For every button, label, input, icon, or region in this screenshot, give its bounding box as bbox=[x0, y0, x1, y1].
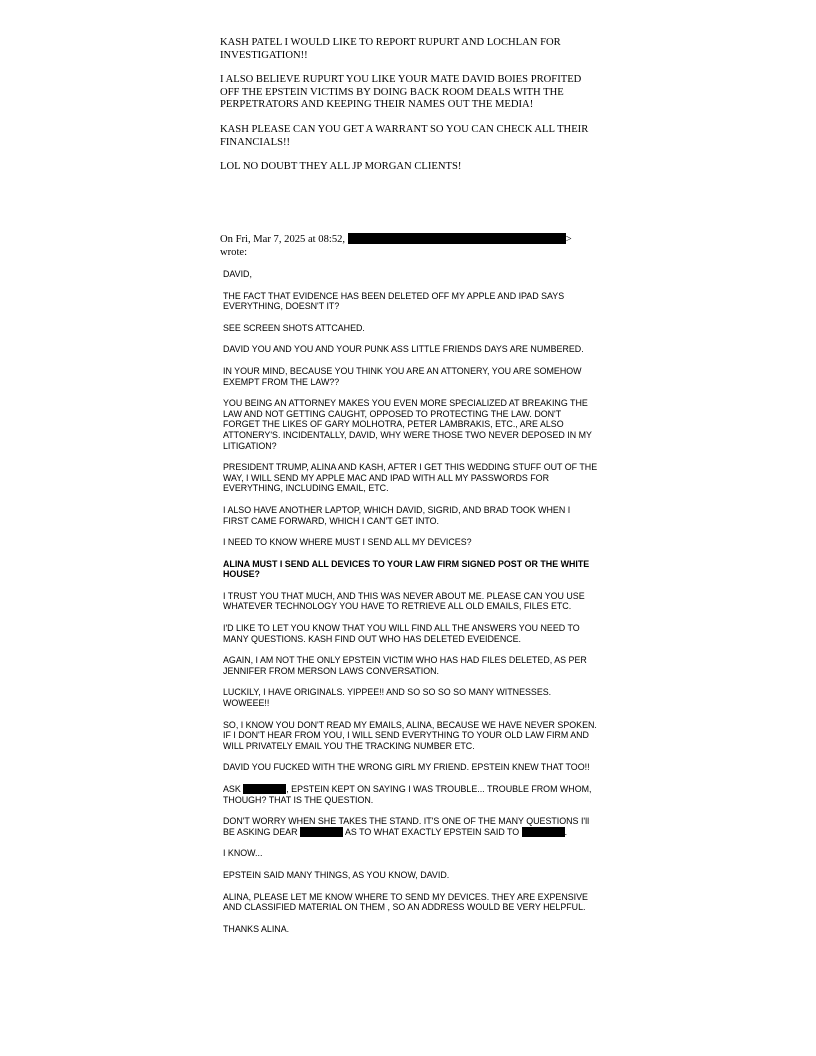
redaction-bar bbox=[300, 827, 343, 837]
quoted-paragraph: AGAIN, I AM NOT THE ONLY EPSTEIN VICTIM WHO HAS HAD FILES DELETED, AS PER JENNIFER FROM MERSON LAWS CONVERSATION. bbox=[223, 655, 587, 676]
quoted-message bbox=[223, 269, 598, 945]
quoted-paragraph: THE FACT THAT EVIDENCE HAS BEEN DELETED OFF MY APPLE AND IPAD SAYS EVERYTHING, DOESN'T IT? bbox=[223, 290, 565, 312]
redaction-bar bbox=[522, 826, 568, 837]
quoted-text: ASK bbox=[223, 784, 241, 794]
quote-header-prefix: On Fri, Mar 7, 2025 at 08:52, bbox=[220, 234, 346, 245]
quoted-paragraph: DAVID YOU AND YOU AND YOUR PUNK ASS LITTLE FRIENDS DAYS ARE NUMBERED. bbox=[223, 344, 584, 355]
quoted-text: . bbox=[564, 826, 568, 837]
quoted-paragraph: SEE SCREEN SHOTS ATTCAHED. bbox=[223, 322, 365, 333]
reply-body bbox=[220, 37, 600, 186]
quoted-paragraph-bold: ALINA MUST I SEND ALL DEVICES TO YOUR LAW FIRM SIGNED POST OR THE WHITE HOUSE? bbox=[223, 558, 590, 580]
quoted-paragraph: LUCKILY, I HAVE ORIGINALS. YIPPEE!! AND SO SO SO SO MANY WITNESSES. WOWEEE!! bbox=[223, 687, 552, 709]
quoted-paragraph: EPSTEIN SAID MANY THINGS, AS YOU KNOW, DAVID. bbox=[223, 869, 450, 880]
redaction-bar bbox=[348, 233, 566, 244]
quote-header-suffix: > bbox=[565, 234, 572, 245]
quoted-paragraph: YOU BEING AN ATTORNEY MAKES YOU EVEN MORE SPECIALIZED AT BREAKING THE LAW AND NOT GETTING CAUGHT, OPPOSED TO PROTECTING THE LAW. DON'T FORGET THE LIKES OF GARY MOLHOTRA, PETER LAMBRAKIS, ETC., ARE ALSO ATTONERY'S. INCIDENTALLY, DAVID, WHY WERE THOSE TWO NEVER DEPOSED IN MY LITIGATION? bbox=[223, 398, 592, 451]
quoted-paragraph: DAVID YOU FUCKED WITH THE WRONG GIRL MY FRIEND. EPSTEIN KNEW THAT TOO!! bbox=[223, 762, 590, 773]
redaction-bar bbox=[243, 784, 286, 794]
quoted-paragraph: I ALSO HAVE ANOTHER LAPTOP, WHICH DAVID, SIGRID, AND BRAD TOOK WHEN I FIRST CAME FORWARD, WHICH I CAN'T GET INTO. bbox=[223, 504, 571, 526]
quoted-text: AS TO WHAT EXACTLY EPSTEIN SAID TO bbox=[344, 826, 520, 837]
quoted-paragraph: I NEED TO KNOW WHERE MUST I SEND ALL MY DEVICES? bbox=[223, 537, 472, 548]
quoted-paragraph bbox=[223, 816, 598, 837]
quoted-paragraph: PRESIDENT TRUMP, ALINA AND KASH, AFTER I GET THIS WEDDING STUFF OUT OF THE WAY, I WILL SEND MY APPLE MAC AND IPAD WITH ALL MY PASSWORDS FOR EVERYTHING, INCLUDING EMAIL, ETC. bbox=[223, 462, 598, 494]
quoted-paragraph bbox=[223, 784, 598, 805]
quote-header bbox=[220, 233, 600, 259]
quoted-greeting: DAVID, bbox=[223, 269, 252, 279]
reply-paragraph: KASH PLEASE CAN YOU GET A WARRANT SO YOU CAN CHECK ALL THEIR FINANCIALS!! bbox=[220, 123, 589, 148]
quoted-paragraph: I TRUST YOU THAT MUCH, AND THIS WAS NEVER ABOUT ME. PLEASE CAN YOU USE WHATEVER TECHNOLOGY YOU HAVE TO RETRIEVE ALL OLD EMAILS, FILES ETC. bbox=[223, 590, 585, 612]
quoted-text: , EPSTEIN KEPT ON SAYING I WAS TROUBLE... TROUBLE FROM WHOM, THOUGH? THAT IS THE QUESTION. bbox=[223, 784, 592, 805]
quote-header-tail: wrote: bbox=[220, 246, 248, 258]
reply-paragraph: KASH PATEL I WOULD LIKE TO REPORT RUPURT AND LOCHLAN FOR INVESTIGATION!! bbox=[220, 37, 561, 61]
reply-paragraph: I ALSO BELIEVE RUPURT YOU LIKE YOUR MATE DAVID BOIES PROFITED OFF THE EPSTEIN VICTIMS BY DOING BACK ROOM DEALS WITH THE PERPETRATORS AND KEEPING THEIR NAMES OUT THE MEDIA! bbox=[220, 74, 582, 111]
quoted-paragraph: ALINA, PLEASE LET ME KNOW WHERE TO SEND MY DEVICES. THEY ARE EXPENSIVE AND CLASSIFIED MATERIAL ON THEM , SO AN ADDRESS WOULD BE VERY HELPFUL. bbox=[223, 891, 588, 913]
quoted-paragraph: IN YOUR MIND, BECAUSE YOU THINK YOU ARE AN ATTONERY, YOU ARE SOMEHOW EXEMPT FROM THE LAW?? bbox=[223, 365, 582, 387]
quoted-signoff: THANKS ALINA. bbox=[223, 923, 290, 934]
quoted-paragraph: I KNOW... bbox=[223, 848, 263, 859]
quoted-text: DON'T WORRY WHEN SHE TAKES THE STAND. IT'S ONE OF THE MANY QUESTIONS I'll BE ASKING DEAR bbox=[223, 816, 590, 837]
reply-paragraph: LOL NO DOUBT THEY ALL JP MORGAN CLIENTS! bbox=[220, 161, 462, 173]
quoted-paragraph: I'D LIKE TO LET YOU KNOW THAT YOU WILL FIND ALL THE ANSWERS YOU NEED TO MANY QUESTIONS. KASH FIND OUT WHO HAS DELETED EVEIDENCE. bbox=[223, 623, 580, 644]
quoted-paragraph: SO, I KNOW YOU DON'T READ MY EMAILS, ALINA, BECAUSE WE HAVE NEVER SPOKEN. IF I DON'T HEAR FROM YOU, I WILL SEND EVERYTHING TO YOUR OLD LAW FIRM AND WILL PRIVATELY EMAIL YOU THE TRACKING NUMBER ETC. bbox=[223, 719, 597, 751]
